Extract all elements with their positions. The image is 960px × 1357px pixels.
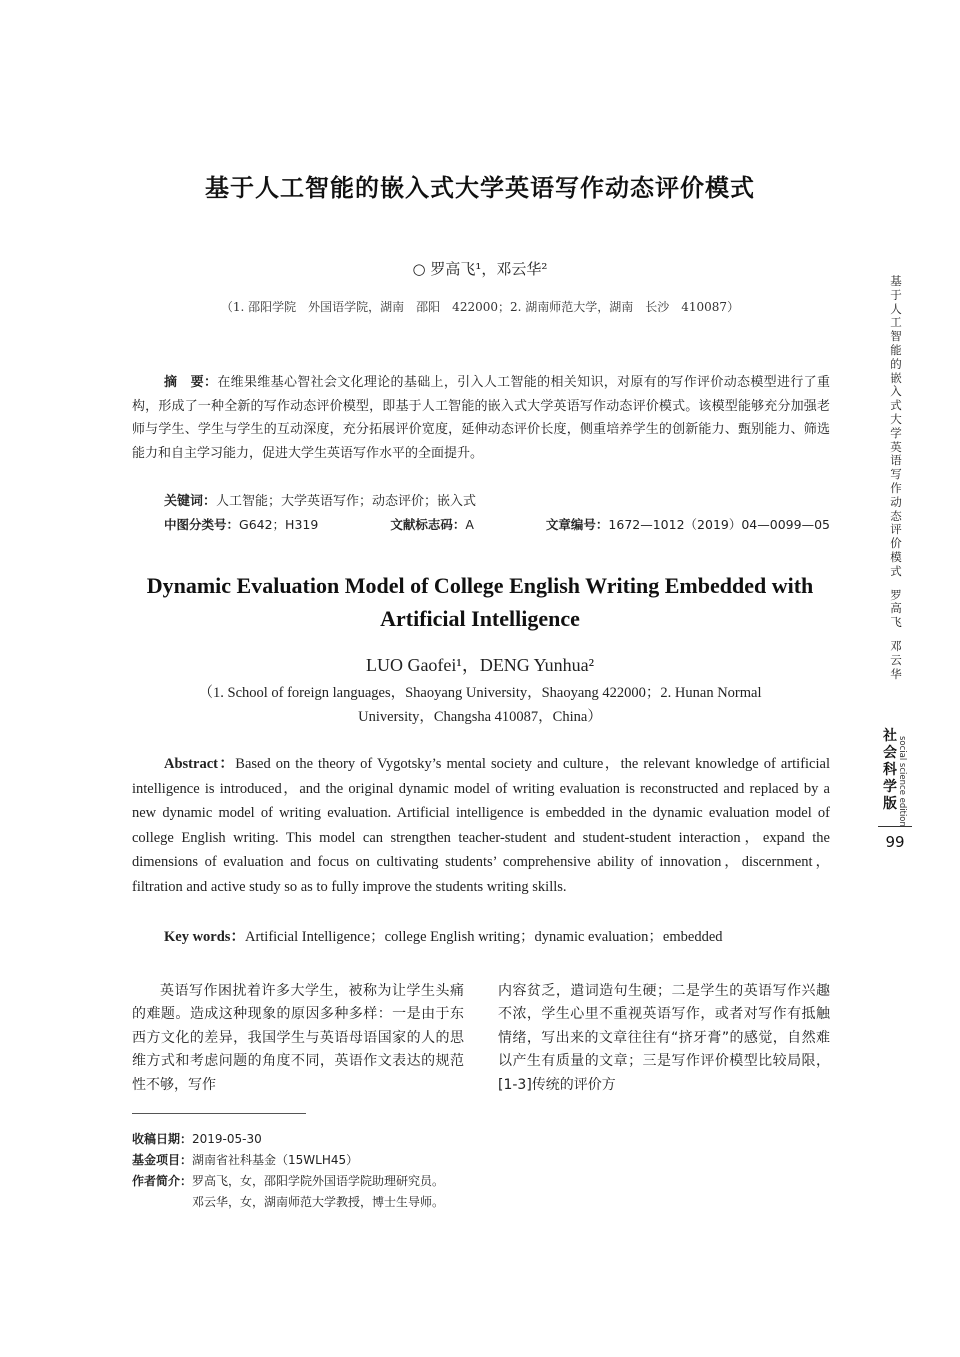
abstract-en-label: Abstract： <box>164 756 236 772</box>
author-label: 作者简介： <box>132 1174 193 1188</box>
footnote-received <box>132 1129 444 1150</box>
page-number: 99 <box>885 833 905 851</box>
clc-label: 中图分类号： <box>164 517 240 532</box>
keywords-en-text: Artificial Intelligence；college English writing；dynamic evaluation；embedded <box>244 929 723 945</box>
body-column-right: 内容贫乏，遣词造句生硬；二是学生的英语写作兴趣不浓，学生心里不重视英语写作，或者对写作有抵触情绪，写出来的文章往往有“挤牙膏”的感觉，自然难以产生有质量的文章；三是写作评价模型比较局限，[1-3]传统的评价方 <box>498 983 830 1093</box>
keywords-en-label: Key words： <box>164 929 245 945</box>
footnotes <box>132 1129 444 1213</box>
keywords-cn-text: 人工智能；大学英语写作；动态评价；嵌入式 <box>216 494 477 509</box>
title-cn: 基于人工智能的嵌入式大学英语写作动态评价模式 <box>205 174 755 202</box>
running-title-char: 英 <box>890 439 902 454</box>
running-title-char: 写 <box>890 467 902 482</box>
running-title-chars <box>886 275 906 579</box>
fund-label: 基金项目： <box>132 1153 193 1167</box>
received-label: 收稿日期： <box>132 1132 193 1146</box>
section-label-char: 会 <box>883 745 897 761</box>
running-title-char: 式 <box>890 563 902 578</box>
running-author-char: 云 <box>890 652 902 667</box>
running-title-char: 作 <box>890 480 902 495</box>
abstract-cn-text: 在维果维基心智社会文化理论的基础上，引入人工智能的相关知识，对原有的写作评价动态模型进行了重构，形成了一种全新的写作动态评价模型，即基于人工智能的嵌入式大学英语写作动态评价模式。该模型能够充分加强老师与学生、学生与学生的互动深度，充分拓展评价宽度，延伸动态评价长度，侧重培养学生的创新能力、甄别能力、筛选能力和自主学习能力，促进大学生英语写作水平的全面提升。 <box>132 375 830 461</box>
keywords-cn-label: 关键词： <box>164 494 217 509</box>
keywords-en <box>164 925 723 946</box>
abstract-en <box>132 752 830 899</box>
running-title-char: 大 <box>890 411 902 426</box>
running-title-char: 价 <box>890 536 902 551</box>
page-number-divider <box>878 826 912 827</box>
keywords-cn <box>164 490 476 509</box>
running-title-char: 学 <box>890 425 902 440</box>
footnote-fund <box>132 1150 444 1171</box>
footnote-divider <box>132 1113 306 1114</box>
abstract-cn <box>132 371 830 465</box>
section-label-char: 社 <box>883 728 897 744</box>
author-value-2: 邓云华，女，湖南师范大学教授，博士生导师。 <box>192 1195 445 1209</box>
doc-label: 文献标志码： <box>390 517 466 532</box>
running-author-1-chars <box>886 589 906 630</box>
footnote-author <box>132 1171 444 1213</box>
running-author-char: 华 <box>890 666 902 681</box>
doc-value: A <box>465 517 474 532</box>
section-label-char: 学 <box>883 779 897 795</box>
running-title-char: 式 <box>890 398 902 413</box>
authors-en: LUO Gaofei¹，DENG Yunhua² <box>365 655 595 675</box>
running-author-char: 罗 <box>890 587 902 602</box>
running-title-char: 人 <box>890 301 902 316</box>
running-title-char: 于 <box>890 287 902 302</box>
running-author-2-chars <box>886 640 906 681</box>
title-en-text: Dynamic Evaluation Model of College English Writing Embedded with Artificial Intelligence <box>146 573 814 631</box>
abstract-cn-label: 摘 要： <box>164 375 218 390</box>
running-title-char: 入 <box>890 384 902 399</box>
authors-cn: ○ 罗高飞¹，邓云华² <box>412 260 548 278</box>
author-value-1: 罗高飞，女，邵阳学院外国语学院助理研究员。 <box>192 1174 445 1188</box>
author-values <box>192 1171 444 1213</box>
affiliation-cn: （1. 邵阳学院 外国语学院，湖南 邵阳 422000；2. 湖南师范大学，湖南 长沙 410087） <box>220 300 740 314</box>
running-title-char: 的 <box>890 356 902 371</box>
running-title-char: 动 <box>890 494 902 509</box>
clc-code <box>164 515 318 533</box>
running-title-char: 能 <box>890 342 902 357</box>
running-title-char: 嵌 <box>890 370 902 385</box>
running-title-char: 智 <box>890 329 902 344</box>
running-author-char: 高 <box>890 601 902 616</box>
doc-code <box>390 515 474 533</box>
edition-label: social science edition <box>897 736 907 827</box>
section-label-char: 科 <box>883 762 897 778</box>
running-title-char: 态 <box>890 508 902 523</box>
article-number <box>546 515 830 533</box>
received-value: 2019-05-30 <box>192 1132 262 1146</box>
title-en <box>0 569 960 635</box>
running-title-char: 模 <box>890 549 902 564</box>
clc-value: G642；H319 <box>239 517 319 532</box>
abstract-en-text: Based on the theory of Vygotsky’s mental society and culture，the relevant knowledge of artificial intelligence is introduced，and the original dynamic model of writing evaluation is reconstructed and replaced by a new dynamic model of writing evaluation. Artificial intelligence is embedded in the dynamic evaluation model of college English writing. This model can strengthen teacher-student and student-student interaction，expand the dimensions of evaluation and focus on cultivating students’ comprehensive ability of innovation，discernment，filtration and active study so as to fully improve the students writing skills. <box>132 756 830 895</box>
classification-row <box>164 515 830 533</box>
article-value: 1672—1012（2019）04—0099—05 <box>608 517 830 532</box>
article-label: 文章编号： <box>545 517 609 532</box>
running-title-char: 基 <box>890 274 902 288</box>
fund-value: 湖南省社科基金（15WLH45） <box>192 1153 359 1167</box>
running-title-char: 评 <box>890 522 902 537</box>
section-label-char: 版 <box>883 796 897 812</box>
body-column-left: 英语写作困扰着许多大学生，被称为让学生头痛的难题。造成这种现象的原因多种多样：一是由于东西方文化的差异，我国学生与英语母语国家的人的思维方式和考虑问题的角度不同，英语作文表达的规范性不够，写作 <box>132 983 464 1093</box>
running-author-char: 飞 <box>890 615 902 630</box>
running-title-vertical <box>886 275 906 681</box>
running-title-char: 工 <box>890 315 902 330</box>
running-title-char: 语 <box>890 453 902 468</box>
running-author-char: 邓 <box>890 638 902 653</box>
affiliation-en: （1. School of foreign languages，Shaoyang University，Shaoyang 422000；2. Hunan Normal University，Changsha 410087，China） <box>198 685 762 725</box>
